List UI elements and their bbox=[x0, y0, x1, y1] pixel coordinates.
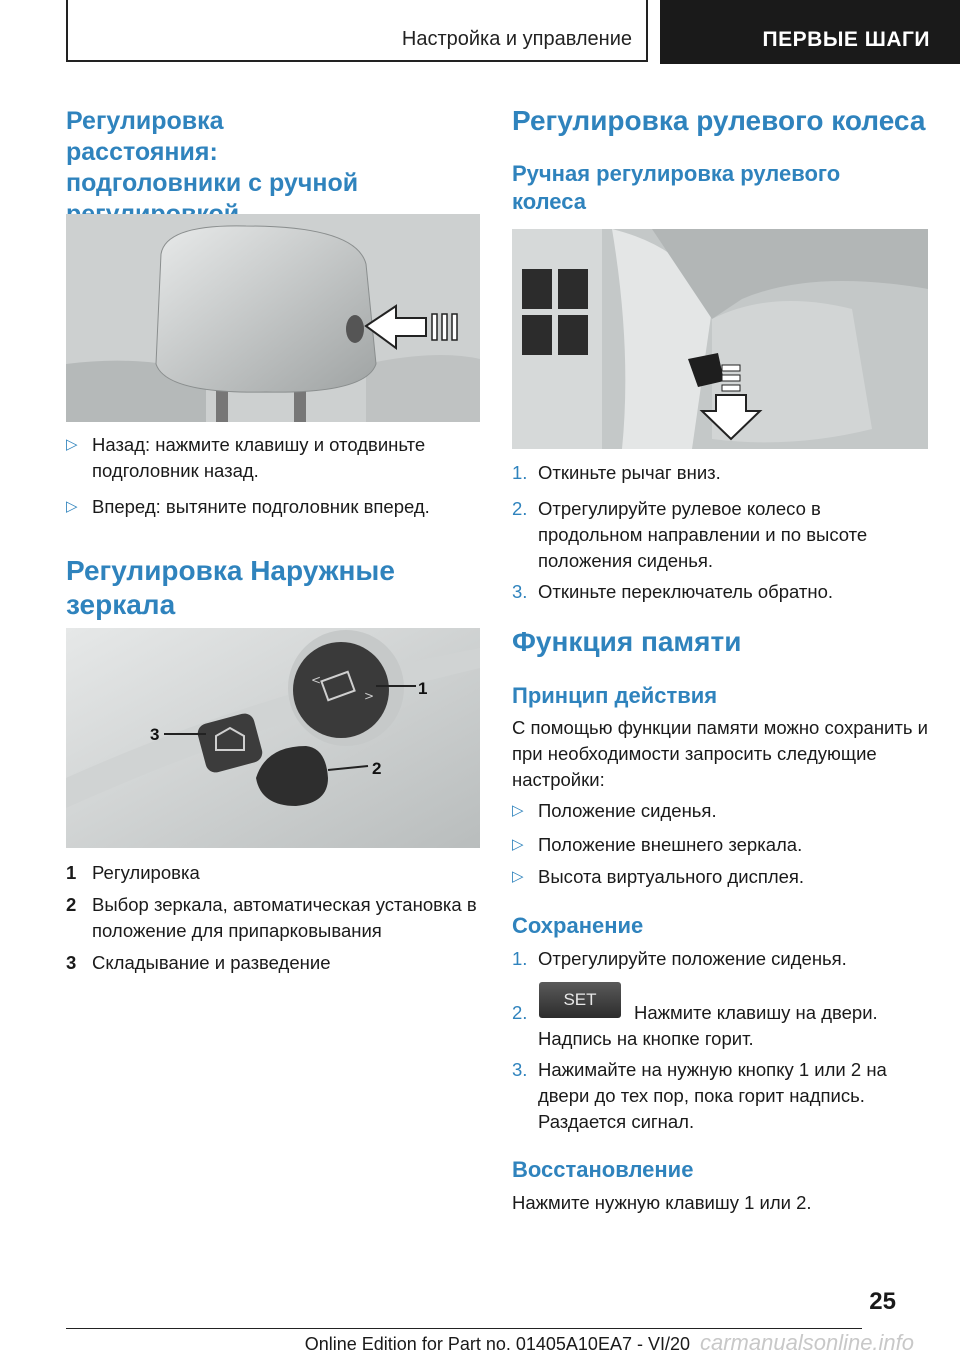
list-item bbox=[512, 496, 928, 574]
list-item bbox=[512, 579, 928, 605]
step-text: Нажмите клавишу на двери. Надпись на кнопке горит. bbox=[538, 1002, 878, 1049]
legend-text: Выбор зеркала, автоматическая установка в положение для припарковывания bbox=[92, 894, 477, 941]
triangle-bullet-icon: ▷ bbox=[66, 498, 78, 515]
headrest-heading: Регулировка расстояния: подголовники с ручной bbox=[66, 107, 359, 197]
section-tab bbox=[66, 0, 648, 62]
manual-steering-heading: Ручная регулировка рулевого колеса bbox=[512, 161, 841, 214]
manual-heading-block bbox=[512, 160, 912, 216]
step-content bbox=[538, 990, 928, 1052]
restore-text: Нажмите нужную клавишу 1 или 2. bbox=[512, 1192, 812, 1213]
step-number: 3. bbox=[512, 1059, 528, 1080]
step-number: 2. bbox=[512, 498, 528, 519]
step-text: Откиньте переключатель обратно. bbox=[538, 581, 834, 602]
save-heading-block bbox=[512, 912, 912, 940]
legend-item bbox=[66, 950, 480, 976]
list-item bbox=[66, 494, 480, 520]
list-item bbox=[66, 432, 480, 484]
svg-text:>: > bbox=[364, 689, 375, 703]
page-number: 25 bbox=[869, 1288, 896, 1315]
page-header bbox=[66, 0, 960, 64]
step-number: 3. bbox=[512, 581, 528, 602]
steering-heading: Регулировка рулевого колеса bbox=[512, 105, 926, 136]
save-heading: Сохранение bbox=[512, 913, 644, 938]
list-item-text: Высота виртуального дисплея. bbox=[538, 866, 805, 887]
legend-item bbox=[66, 892, 480, 944]
callout-1: 1 bbox=[418, 679, 428, 698]
step-number: 1. bbox=[512, 462, 528, 483]
restore-heading: Восстановление bbox=[512, 1157, 694, 1182]
callout-3: 3 bbox=[150, 725, 160, 744]
legend-number: 3 bbox=[66, 952, 77, 973]
section-title: Настройка и управление bbox=[401, 28, 632, 50]
legend-text: Регулировка bbox=[92, 862, 200, 883]
triangle-bullet-icon: ▷ bbox=[66, 436, 78, 453]
memory-heading-block bbox=[512, 625, 912, 659]
list-item-text: Положение сиденья. bbox=[538, 800, 717, 821]
callout-2: 2 bbox=[372, 759, 382, 778]
headrest-image bbox=[66, 214, 480, 422]
steering-heading-block bbox=[512, 104, 932, 138]
footer-divider bbox=[66, 1328, 862, 1329]
chapter-tab bbox=[660, 0, 960, 64]
triangle-bullet-icon: ▷ bbox=[512, 868, 524, 885]
mirrors-heading: Регулировка Наружные зеркала bbox=[66, 555, 395, 620]
set-button-icon: SET bbox=[539, 982, 621, 1018]
list-item bbox=[512, 832, 928, 858]
list-item-text: Вперед: вытяните подголовник вперед. bbox=[92, 496, 430, 517]
principle-text: С помощью функции памяти можно сохранить и при необходимости запросить следующие настройки: bbox=[512, 717, 928, 790]
list-item bbox=[512, 798, 928, 824]
step-text: Откиньте рычаг вниз. bbox=[538, 462, 721, 483]
headrest-heading-block bbox=[66, 106, 366, 230]
step-text: Отрегулируйте рулевое колесо в продольном направлении и по высоте положения сиденья. bbox=[538, 498, 868, 571]
principle-heading: Принцип действия bbox=[512, 683, 718, 708]
svg-text:<: < bbox=[311, 673, 322, 687]
legend-number: 1 bbox=[66, 862, 77, 883]
watermark: carmanualsonline.info bbox=[700, 1330, 915, 1355]
list-item-text: Назад: нажмите клавишу и отодвиньте подголовник назад. bbox=[92, 434, 426, 481]
triangle-bullet-icon: ▷ bbox=[512, 836, 524, 853]
list-item bbox=[512, 460, 928, 486]
list-item bbox=[512, 946, 928, 972]
step-text: Нажимайте на нужную кнопку 1 или 2 на двери до тех пор, пока горит надпись. Раздается сигнал. bbox=[538, 1059, 887, 1132]
memory-heading: Функция памяти bbox=[512, 626, 742, 657]
mirrors-heading-block bbox=[66, 554, 396, 622]
legend-number: 2 bbox=[66, 894, 77, 915]
restore-heading-block bbox=[512, 1156, 912, 1184]
steering-lever-image bbox=[512, 229, 928, 449]
legend-item bbox=[66, 860, 480, 886]
step-number: 1. bbox=[512, 948, 528, 969]
step-text: Отрегулируйте положение сиденья. bbox=[538, 948, 847, 969]
list-item bbox=[512, 864, 928, 890]
list-item-text: Положение внешнего зеркала. bbox=[538, 834, 803, 855]
triangle-bullet-icon: ▷ bbox=[512, 802, 524, 819]
list-item bbox=[512, 1057, 928, 1135]
chapter-title: ПЕРВЫЕ ШАГИ bbox=[762, 28, 930, 51]
mirror-controls-image bbox=[66, 628, 480, 848]
legend-text: Складывание и разведение bbox=[92, 952, 331, 973]
list-item bbox=[512, 990, 928, 1052]
step-number: 2. bbox=[512, 1002, 528, 1023]
edition-text: Online Edition for Part no. 01405A10EA7 - VI/20 bbox=[304, 1334, 690, 1354]
principle-heading-block bbox=[512, 682, 912, 710]
